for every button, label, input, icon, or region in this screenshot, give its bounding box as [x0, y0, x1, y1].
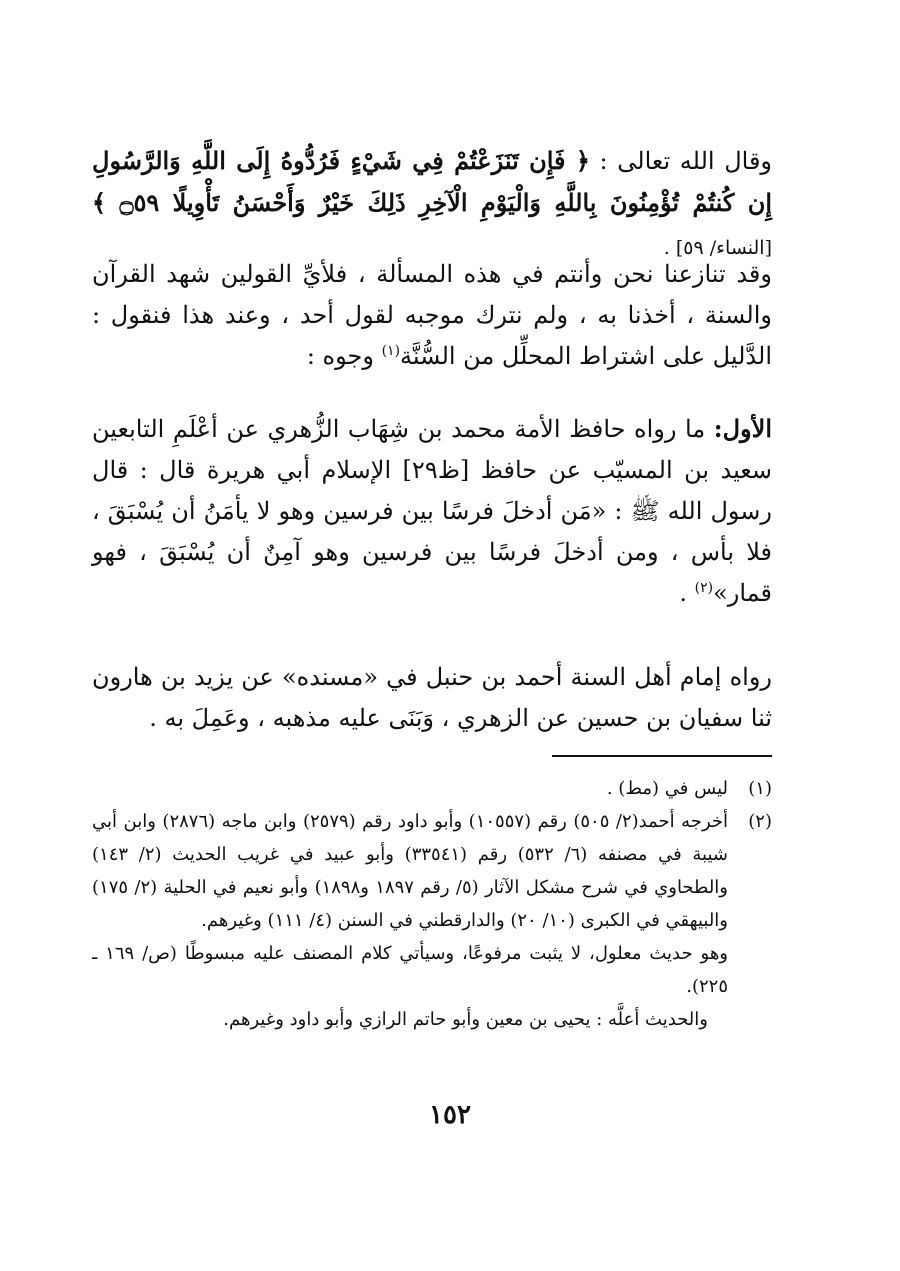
page-number: ١٥٢ [429, 1100, 471, 1130]
footnote-number: (٢) [748, 811, 772, 832]
footnote-ref-1: (١) [381, 343, 401, 359]
dispute-text: وقد تنازعنا نحن وأنتم في هذه المسألة ، فلأيِّ القولين شهد القرآن والسنة ، أخذنا به ، ولم نترك موجبه لقول أحد ، وعند هذا فنقول : الدَّليل على اشتراط المحلِّل من السُّنَّة [92, 260, 772, 370]
footnote-continuation: وهو حديث معلول، لا يثبت مرفوعًا، وسيأتي كلام المصنف عليه مبسوطًا (ص/ ١٦٩ ـ ٢٢٥). [92, 943, 728, 997]
dispute-paragraph [92, 254, 772, 377]
first-evidence-heading: الأول: [713, 414, 772, 443]
verse-intro: وقال الله تعالى : [589, 147, 772, 175]
verse-reference: [النساء/ ٥٩] . [663, 237, 772, 259]
dispute-text-end: وجوه : [306, 342, 382, 370]
footnote-divider [552, 755, 772, 757]
footnotes-section [92, 772, 772, 1036]
footnote-item [92, 772, 772, 805]
first-evidence-text: ما رواه حافظ الأمة محمد بن شِهَاب الزُّهري عن أعْلَمِ التابعين سعيد بن المسيّب عن حافظ [ظ٢٩] الإسلام أبي هريرة قال : قال رسول الله ﷺ : «مَن أدخلَ فرسًا بين فرسين وهو لا يأمَنُ أن يُسْبَقَ ، فلا بأس ، ومن أدخلَ فرسًا بين فرسين وهو آمِنٌ أن يُسْبَقَ ، فهو قمار» [92, 415, 772, 607]
quran-verse: ﴿ فَإِن تَنَزَعْتُمْ فِي شَيْءٍ فَرُدُّوهُ إِلَى اللَّهِ وَالرَّسُولِ إِن كُنتُمْ تُؤْمِنُونَ بِاللَّهِ وَالْيَوْمِ الْآخِرِ ذَلِكَ خَيْرٌ وَأَحْسَنُ تَأْوِيلًا ۝٥٩ ﴾ [92, 146, 773, 217]
footnote-text: أخرجه أحمد(٢/ ٥٠٥) رقم (١٠٥٥٧) وأبو داود رقم (٢٥٧٩) وابن ماجه (٢٨٧٦) وابن أبي شيبة في مصنفه (٦/ ٥٣٢) رقم (٣٣٥٤١) وأبو عبيد في غريب الحديث (٢/ ١٤٣) والطحاوي في شرح مشكل الآثار (٥/ رقم ١٨٩٧ و١٨٩٨) وأبو نعيم في الحلية (٢/ ١٧٥) والبيهقي في الكبرى (١٠/ ٢٠) والدارقطني في السنن (٤/ ١١١) وغيرهم. [92, 811, 729, 931]
verse-paragraph [92, 140, 772, 269]
footnote-item [92, 805, 772, 937]
footnote-continuation: والحديث أعلَّه : يحيى بن معين وأبو حاتم الرازي وأبو داود وغيرهم. [223, 1009, 708, 1030]
first-evidence-end: . [679, 579, 695, 607]
footnote-text: ليس في (مط) . [606, 778, 728, 799]
narration-text: رواه إمام أهل السنة أحمد بن حنبل في «مسنده» عن يزيد بن هارون ثنا سفيان بن حسين عن الزهري ، وَبَنَى عليه مذهبه ، وعَمِلَ به . [92, 663, 772, 732]
narration-paragraph [92, 657, 772, 739]
footnote-number: (١) [748, 778, 772, 799]
first-evidence-paragraph [92, 408, 772, 614]
footnote-ref-2: (٢) [694, 580, 714, 596]
